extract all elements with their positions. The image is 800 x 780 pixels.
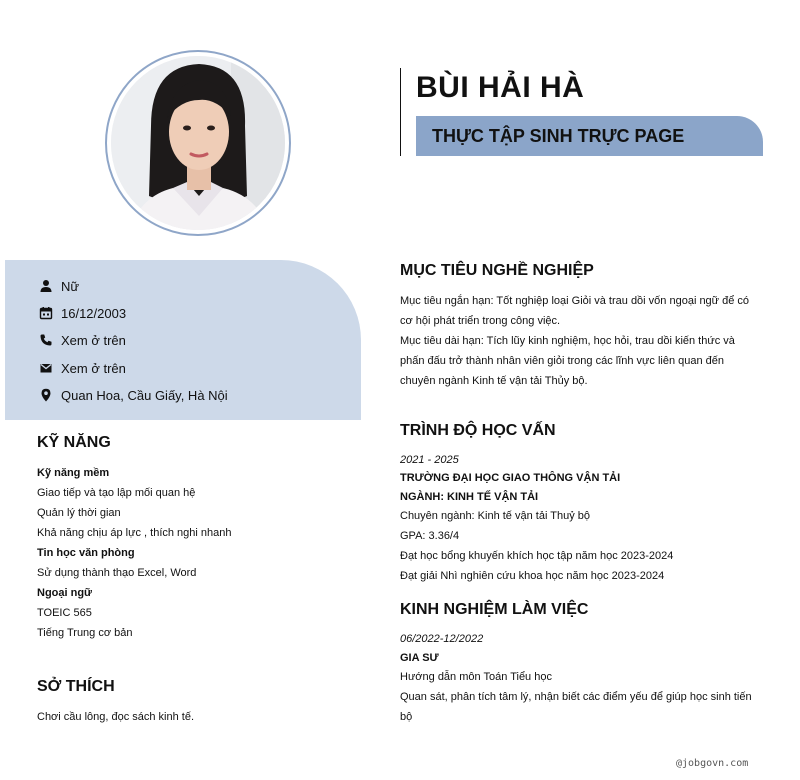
office-skills-heading: Tin học văn phòng <box>37 547 135 559</box>
experience-duty: bộ <box>400 711 413 723</box>
hobbies-text: Chơi cầu lông, đọc sách kinh tế. <box>37 711 195 723</box>
specialty: Chuyên ngành: Kinh tế vận tải Thuỷ bộ <box>400 510 590 522</box>
education-award: Đạt giải Nhì nghiên cứu khoa học năm học 2023-2024 <box>400 570 665 582</box>
person-icon <box>39 279 53 293</box>
header-divider <box>400 68 401 156</box>
contact-phone <box>39 330 126 350</box>
job-title-banner: THỰC TẬP SINH TRỰC PAGE <box>416 116 763 156</box>
phone-icon <box>39 333 53 347</box>
skill-item: Tiếng Trung cơ bản <box>37 627 133 639</box>
avatar <box>111 56 285 230</box>
birthday-value: 16/12/2003 <box>61 305 127 321</box>
objective-line: cơ hội phát triển trong công việc. <box>400 315 561 327</box>
objective-line: phấn đấu trở thành nhân viên giỏi trong các lĩnh vực liên quan đến <box>400 355 725 367</box>
experience-duty: Quan sát, phân tích tâm lý, nhận biết các điểm yếu để giúp học sinh tiến <box>400 691 752 703</box>
skill-item: Sử dụng thành thạo Excel, Word <box>37 567 197 579</box>
contact-gender <box>39 276 79 296</box>
soft-skills-heading: Kỹ năng mềm <box>37 467 110 479</box>
skills-title: KỸ NĂNG <box>37 434 111 451</box>
watermark: @jobgovn.com <box>676 758 749 769</box>
experience-period: 06/2022-12/2022 <box>400 633 484 645</box>
skill-item: TOEIC 565 <box>37 607 92 619</box>
education-title: TRÌNH ĐỘ HỌC VẤN <box>400 422 556 439</box>
skill-item: Quản lý thời gian <box>37 507 121 519</box>
skill-item: Giao tiếp và tạo lập mối quan hệ <box>37 487 196 499</box>
contact-birthday <box>39 303 126 323</box>
hobbies-title: SỞ THÍCH <box>37 678 115 695</box>
experience-position: GIA SƯ <box>400 652 439 664</box>
experience-title: KINH NGHIỆM LÀM VIỆC <box>400 601 589 618</box>
language-heading: Ngoại ngữ <box>37 587 93 599</box>
skill-item: Khả năng chịu áp lực , thích nghi nhanh <box>37 527 232 539</box>
education-award: Đạt học bổng khuyến khích học tập năm học 2023-2024 <box>400 550 674 562</box>
phone-value: Xem ở trên <box>61 332 126 348</box>
gpa: GPA: 3.36/4 <box>400 530 460 542</box>
contact-address <box>39 385 228 405</box>
school-name: TRƯỜNG ĐẠI HỌC GIAO THÔNG VẬN TẢI <box>400 472 621 484</box>
education-period: 2021 - 2025 <box>400 454 459 466</box>
calendar-icon <box>39 306 53 320</box>
experience-duty: Hướng dẫn môn Toán Tiểu học <box>400 671 552 683</box>
objective-line: Mục tiêu ngắn hạn: Tốt nghiệp loại Giỏi và trau dồi vốn ngoại ngữ để có <box>400 295 750 307</box>
objective-line: chuyên ngành Kinh tế vận tải Thủy bộ. <box>400 375 588 387</box>
location-icon <box>39 388 53 402</box>
contact-email <box>39 358 126 378</box>
major: NGÀNH: KINH TẾ VẬN TẢI <box>400 491 539 503</box>
address-value: Quan Hoa, Cầu Giấy, Hà Nội <box>61 387 228 403</box>
gender-value: Nữ <box>61 278 80 294</box>
email-value: Xem ở trên <box>61 360 126 376</box>
mail-icon <box>39 361 53 375</box>
objective-title: MỤC TIÊU NGHỀ NGHIỆP <box>400 262 594 279</box>
objective-line: Mục tiêu dài hạn: Tích lũy kinh nghiệm, học hỏi, trau dồi kiến thức và <box>400 335 735 347</box>
candidate-name: BÙI HẢI HÀ <box>416 71 585 104</box>
